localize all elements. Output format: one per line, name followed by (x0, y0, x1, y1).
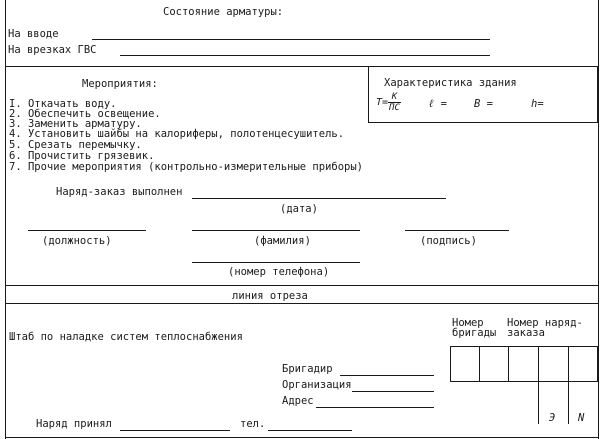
measures-item-5: 5. Срезать перемычку. (9, 139, 142, 151)
measures-item-7: 7. Прочие мероприятия (контрольно-измерительные приборы) (9, 161, 364, 173)
cut-line-top (5, 285, 598, 286)
building-box (368, 66, 598, 123)
phone-label: тел. (240, 418, 266, 430)
grid-cell-3 (508, 346, 539, 382)
grid-tail-mid (568, 382, 569, 424)
dhw-taps-field-line (120, 55, 490, 56)
fittings-title: Состояние арматуры: (163, 6, 284, 18)
measures-item-3: 3. Заменить арматуру. (9, 118, 142, 130)
grid-tail-left (538, 382, 539, 424)
grid-cell-2 (479, 346, 509, 382)
building-t-formula (376, 92, 401, 113)
organization-field-line (352, 391, 434, 392)
cut-line-bottom (5, 303, 598, 304)
position-caption: (должность) (42, 235, 112, 247)
accepted-label: Наряд принял (36, 418, 112, 430)
measures-title: Мероприятия: (82, 78, 158, 90)
t-denominator: ПС (389, 103, 400, 113)
measures-item-6: 6. Прочистить грязевик. (9, 150, 155, 162)
surname-caption: (фамилия) (254, 235, 311, 247)
col-e-label: Э (549, 412, 556, 424)
measures-item-4: 4. Установить шайбы на калориферы, полотенцесушитель. (9, 128, 345, 140)
order-completed-label: Наряд-заказ выполнен (56, 186, 183, 198)
cut-line-label: линия отреза (232, 290, 308, 302)
building-l-label: ℓ = (428, 98, 447, 110)
signature-caption: (подпись) (420, 235, 477, 247)
date-caption: (дата) (280, 203, 318, 215)
building-b-label: B = (474, 98, 493, 110)
hq-label: Штаб по наладке систем теплоснабжения (9, 331, 243, 343)
measures-item-2: 2. Обеспечить освещение. (9, 108, 161, 120)
surname-field-line (192, 230, 360, 231)
order-completed-field-line (192, 198, 446, 199)
inlet-field-line (92, 39, 490, 40)
t-fraction (388, 92, 401, 113)
position-field-line (28, 230, 146, 231)
frame-bottom (5, 437, 598, 438)
order-number-header: Номер наряд- заказа (507, 317, 583, 339)
measures-item-1: I. Откачать воду. (9, 98, 117, 110)
building-h-label: h= (531, 98, 544, 110)
team-number-header: Номер бригады (452, 317, 497, 339)
building-title: Характеристика здания (384, 77, 517, 89)
accepted-field-line (120, 430, 230, 431)
address-field-line (316, 407, 434, 408)
col-n-label: N (578, 412, 585, 424)
inlet-label: На вводе (8, 28, 59, 40)
foreman-label: Бригадир (282, 363, 333, 375)
t-numerator: K (388, 92, 401, 103)
phone-caption: (номер телефона) (228, 266, 330, 278)
grid-cell-4 (538, 346, 569, 382)
frame-right (598, 0, 599, 439)
foreman-field-line (340, 375, 434, 376)
grid-cell-5 (568, 346, 598, 382)
phone-field-line (192, 262, 360, 263)
phone-field-line-stub (268, 430, 352, 431)
dhw-taps-label: На врезках ГВС (8, 44, 97, 56)
t-label: T= (376, 97, 389, 108)
organization-label: Организация (282, 379, 352, 391)
signature-field-line (405, 230, 509, 231)
grid-cell-1 (450, 346, 480, 382)
address-label: Адрес (282, 395, 314, 407)
